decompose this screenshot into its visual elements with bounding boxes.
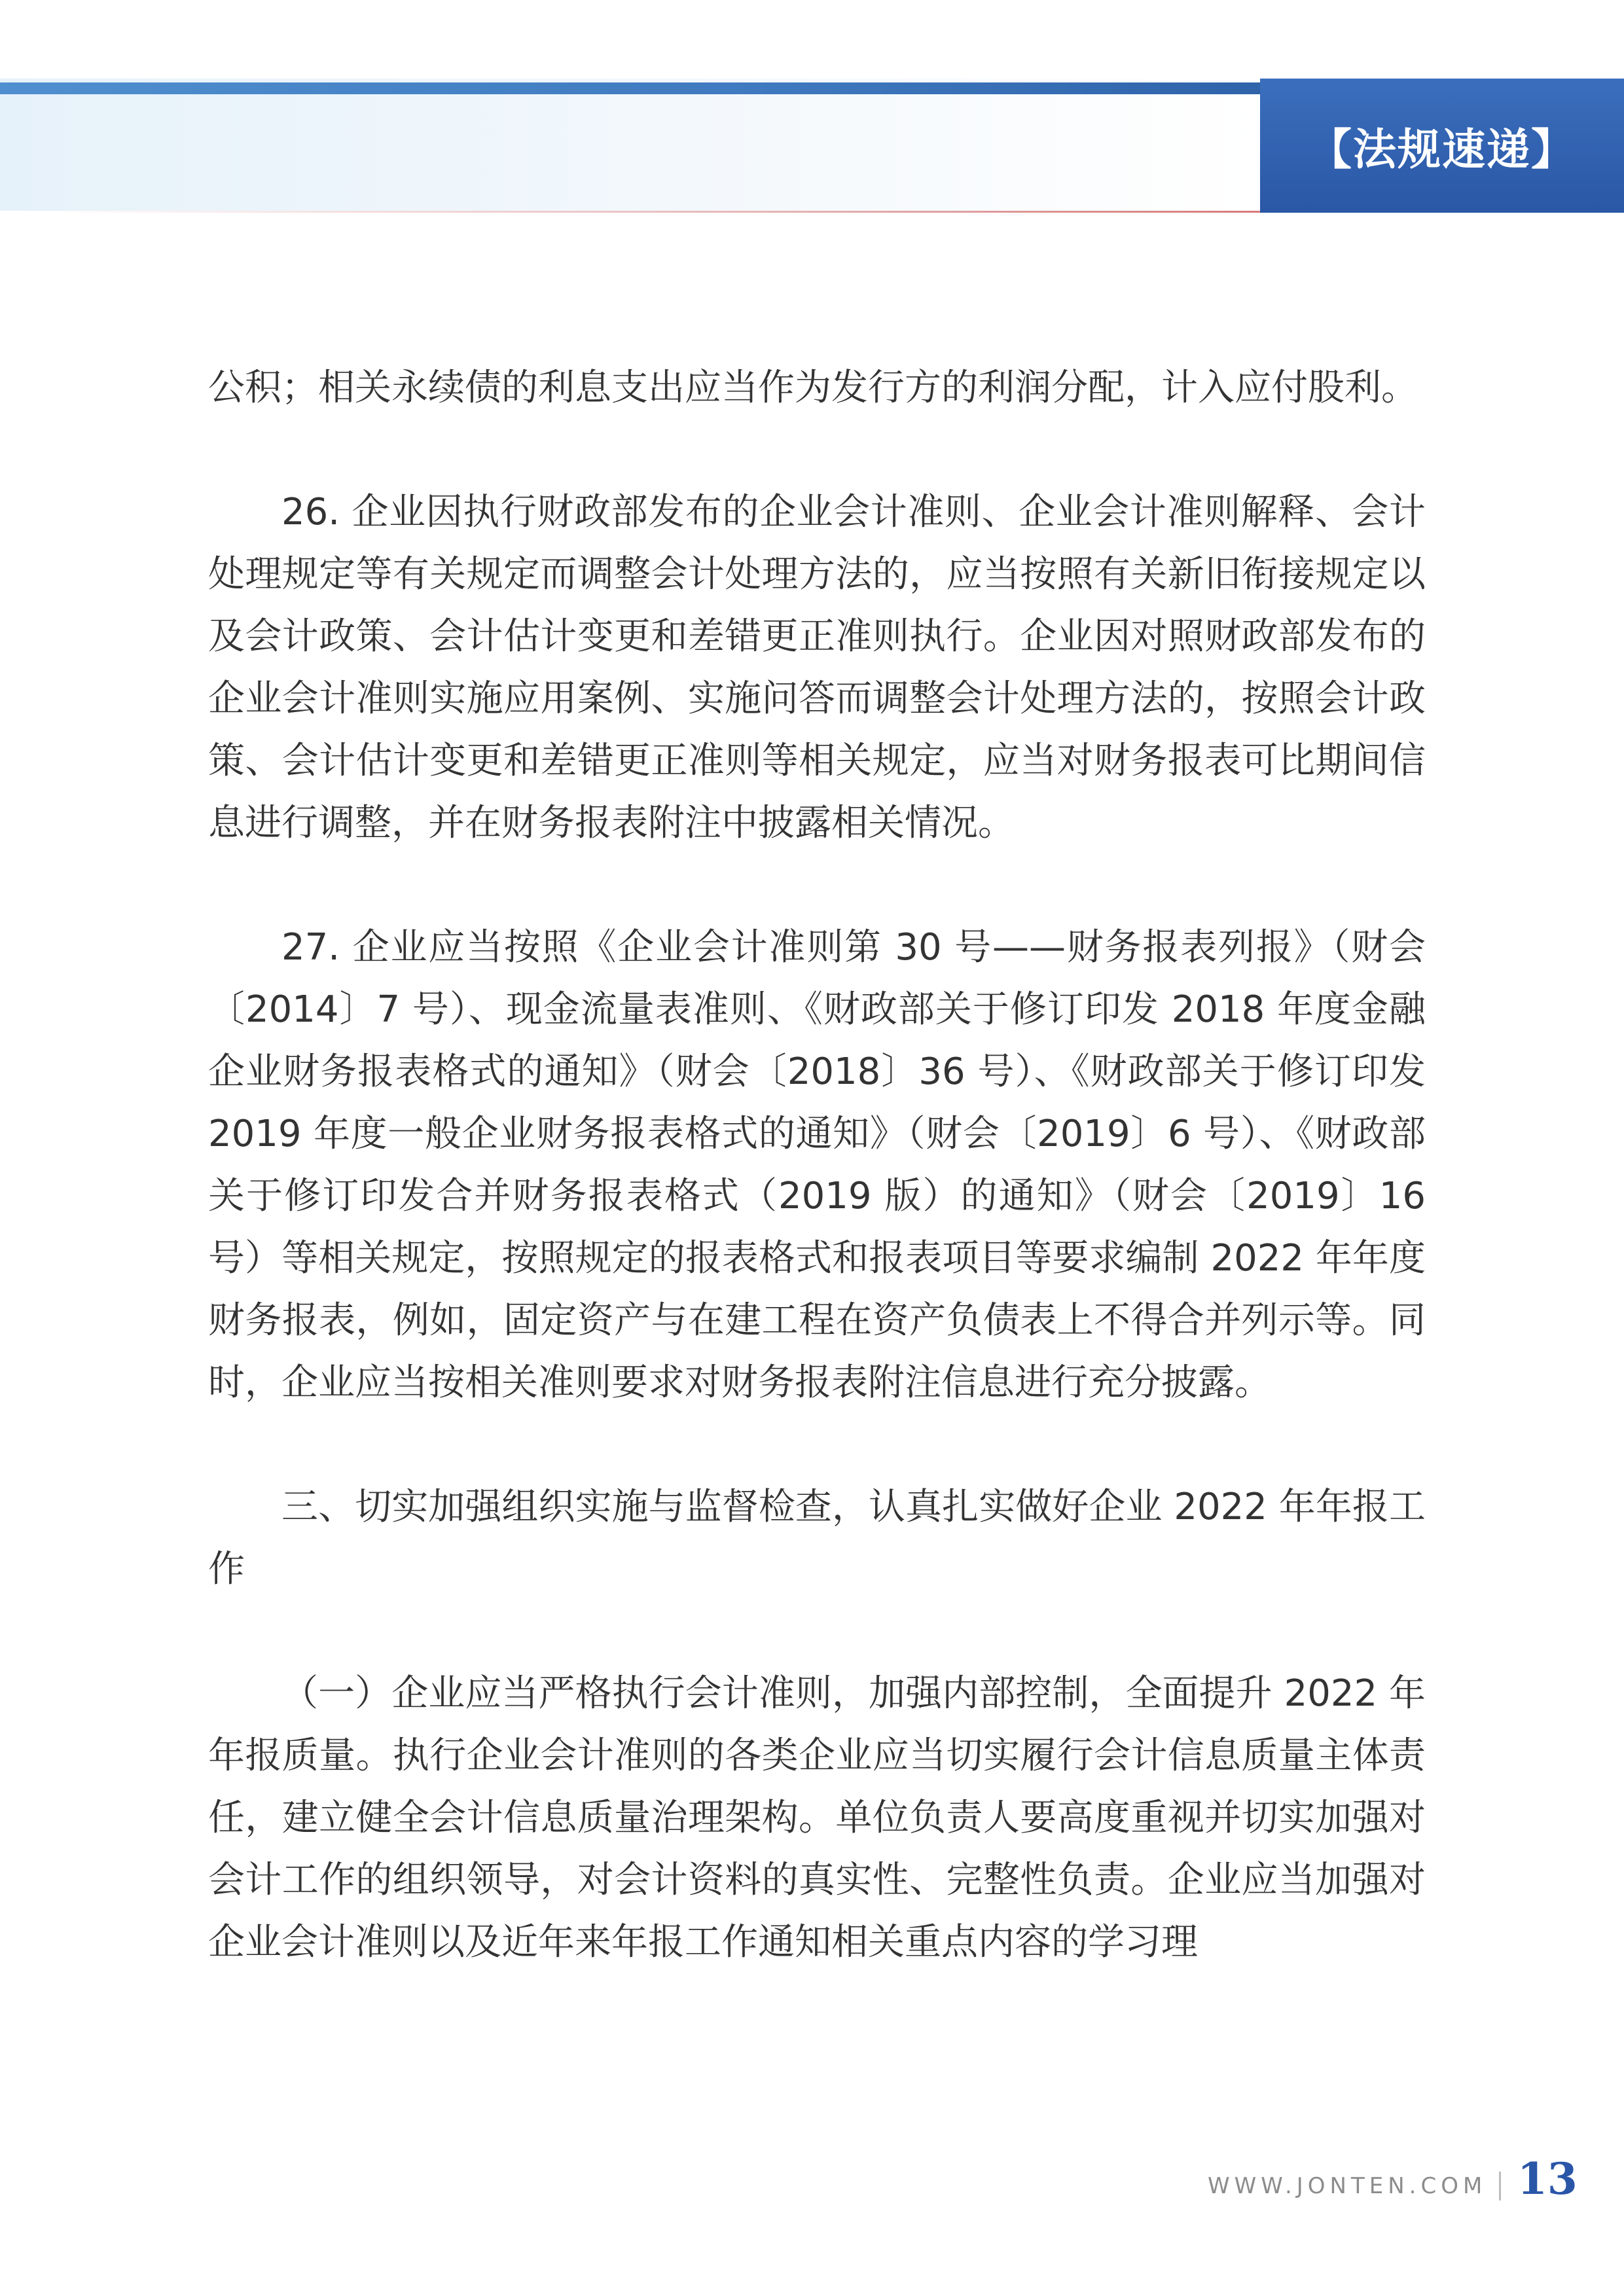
header-band xyxy=(0,79,1260,211)
header-divider xyxy=(39,211,1260,213)
paragraph-continuation: 公积；相关永续债的利息支出应当作为发行方的利润分配，计入应付股利。 xyxy=(208,367,1418,409)
section-label: 【法规速递】 xyxy=(1260,79,1624,213)
page-number: 13 xyxy=(1517,2153,1578,2204)
header-accent-line xyxy=(0,82,1260,94)
footer-divider xyxy=(1499,2172,1501,2200)
paragraph-item-26: 26. 企业因执行财政部发布的企业会计准则、企业会计准则解释、会计处理规定等有关规定而调整会计处理方法的，应当按照有关新旧衔接规定以及会计政策、会计估计变更和差错更正准则执行。企业因对照财政部发布的企业会计准则实施应用案例、实施问答而调整会计处理方法的，按照会计政策、会计估计变更和差错更正准则等相关规定，应当对财务报表可比期间信息进行调整，并在财务报表附注中披露相关情况。 xyxy=(208,491,1426,844)
paragraph-subsection-1: （一）企业应当严格执行会计准则，加强内部控制，全面提升 2022 年年报质量。执行企业会计准则的各类企业应当切实履行会计信息质量主体责任，建立健全会计信息质量治理架构。单位负责人要高度重视并切实加强对会计工作的组织领导，对会计资料的真实性、完整性负责。企业应当加强对企业会计准则以及近年来年报工作通知相关重点内容的学习理 xyxy=(208,1672,1426,1964)
document-body xyxy=(208,357,1426,1973)
paragraph-item-27: 27. 企业应当按照《企业会计准则第 30 号——财务报表列报》（财会〔2014〕7 号）、现金流量表准则、《财政部关于修订印发 2018 年度金融企业财务报表格式的通知》（财会〔2018〕36 号）、《财政部关于修订印发 2019 年度一般企业财务报表格式的通知》（财会〔2019〕6 号）、《财政部关于修订印发合并财务报表格式（2019 版）的通知》（财会〔2019〕16 号）等相关规定，按照规定的报表格式和报表项目等要求编制 2022 年年度财务报表，例如，固定资产与在建工程在资产负债表上不得合并列示等。同时，企业应当按相关准则要求对财务报表附注信息进行充分披露。 xyxy=(208,926,1426,1404)
section-heading-3: 三、切实加强组织实施与监督检查，认真扎实做好企业 2022 年年报工作 xyxy=(208,1486,1426,1590)
footer-website: WWW.JONTEN.COM xyxy=(1208,2173,1487,2199)
